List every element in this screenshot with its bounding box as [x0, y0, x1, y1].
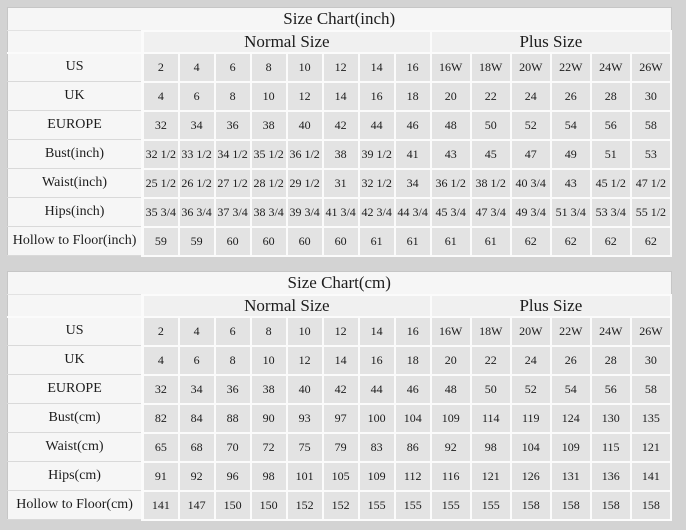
size-value-cell: 26 [551, 82, 591, 111]
size-value-cell: 20W [511, 53, 551, 82]
size-value-cell: 119 [511, 404, 551, 433]
size-value-cell: 8 [215, 82, 251, 111]
size-value-cell: 60 [215, 227, 251, 256]
size-value-cell: 40 3/4 [511, 169, 551, 198]
size-value-cell: 4 [143, 82, 179, 111]
size-value-cell: 68 [179, 433, 215, 462]
size-value-cell: 38 [251, 375, 287, 404]
size-value-cell: 14 [323, 346, 359, 375]
size-value-cell: 59 [143, 227, 179, 256]
row-label: Waist(cm) [8, 433, 143, 462]
size-value-cell: 16 [395, 317, 431, 346]
size-value-cell: 92 [179, 462, 215, 491]
row-label: EUROPE [8, 375, 143, 404]
row-label: Hips(cm) [8, 462, 143, 491]
table-title: Size Chart(cm) [8, 272, 672, 295]
size-value-cell: 126 [511, 462, 551, 491]
size-value-cell: 147 [179, 491, 215, 520]
size-value-cell: 61 [471, 227, 511, 256]
size-value-cell: 10 [251, 82, 287, 111]
size-value-cell: 42 [323, 375, 359, 404]
size-value-cell: 38 [323, 140, 359, 169]
size-value-cell: 54 [551, 111, 591, 140]
size-value-cell: 62 [591, 227, 631, 256]
size-value-cell: 101 [287, 462, 323, 491]
size-group-header-row [8, 31, 672, 53]
size-value-cell: 112 [395, 462, 431, 491]
corner-cell [8, 295, 143, 317]
size-value-cell: 28 1/2 [251, 169, 287, 198]
table-row [8, 433, 672, 462]
size-value-cell: 98 [251, 462, 287, 491]
size-value-cell: 50 [471, 375, 511, 404]
size-value-cell: 59 [179, 227, 215, 256]
size-value-cell: 41 3/4 [323, 198, 359, 227]
size-value-cell: 45 [471, 140, 511, 169]
size-value-cell: 27 1/2 [215, 169, 251, 198]
size-value-cell: 109 [431, 404, 471, 433]
size-value-cell: 34 [395, 169, 431, 198]
size-value-cell: 43 [431, 140, 471, 169]
size-value-cell: 20 [431, 346, 471, 375]
table-row [8, 169, 672, 198]
size-value-cell: 32 1/2 [143, 140, 179, 169]
size-value-cell: 8 [251, 53, 287, 82]
size-value-cell: 8 [215, 346, 251, 375]
size-value-cell: 12 [323, 317, 359, 346]
size-value-cell: 40 [287, 111, 323, 140]
row-label: Bust(cm) [8, 404, 143, 433]
size-value-cell: 32 [143, 111, 179, 140]
size-value-cell: 25 1/2 [143, 169, 179, 198]
size-value-cell: 58 [631, 375, 671, 404]
size-value-cell: 20W [511, 317, 551, 346]
size-value-cell: 61 [431, 227, 471, 256]
size-value-cell: 45 3/4 [431, 198, 471, 227]
table-row [8, 53, 672, 82]
size-value-cell: 56 [591, 111, 631, 140]
size-value-cell: 135 [631, 404, 671, 433]
size-value-cell: 10 [287, 53, 323, 82]
size-value-cell: 60 [287, 227, 323, 256]
size-group-header: Plus Size [431, 295, 671, 317]
size-value-cell: 141 [631, 462, 671, 491]
size-value-cell: 38 1/2 [471, 169, 511, 198]
size-value-cell: 34 [179, 111, 215, 140]
size-value-cell: 40 [287, 375, 323, 404]
size-value-cell: 26 1/2 [179, 169, 215, 198]
size-value-cell: 6 [179, 346, 215, 375]
size-value-cell: 152 [323, 491, 359, 520]
size-value-cell: 39 1/2 [359, 140, 395, 169]
size-value-cell: 16W [431, 317, 471, 346]
size-value-cell: 4 [179, 53, 215, 82]
size-value-cell: 16 [359, 346, 395, 375]
size-value-cell: 31 [323, 169, 359, 198]
size-value-cell: 75 [287, 433, 323, 462]
size-value-cell: 38 [251, 111, 287, 140]
size-value-cell: 58 [631, 111, 671, 140]
size-value-cell: 60 [251, 227, 287, 256]
size-value-cell: 158 [631, 491, 671, 520]
size-value-cell: 26W [631, 53, 671, 82]
size-value-cell: 141 [143, 491, 179, 520]
size-value-cell: 155 [395, 491, 431, 520]
size-value-cell: 82 [143, 404, 179, 433]
size-value-cell: 6 [215, 317, 251, 346]
row-label: Bust(inch) [8, 140, 143, 169]
size-value-cell: 48 [431, 111, 471, 140]
table-row [8, 491, 672, 520]
size-value-cell: 35 3/4 [143, 198, 179, 227]
size-value-cell: 16 [359, 82, 395, 111]
size-value-cell: 155 [359, 491, 395, 520]
size-value-cell: 24 [511, 82, 551, 111]
size-value-cell: 105 [323, 462, 359, 491]
size-value-cell: 24W [591, 317, 631, 346]
size-value-cell: 53 [631, 140, 671, 169]
size-value-cell: 93 [287, 404, 323, 433]
size-value-cell: 70 [215, 433, 251, 462]
size-value-cell: 115 [591, 433, 631, 462]
size-value-cell: 109 [359, 462, 395, 491]
size-value-cell: 36 [215, 111, 251, 140]
size-value-cell: 36 [215, 375, 251, 404]
size-value-cell: 44 3/4 [395, 198, 431, 227]
size-value-cell: 158 [511, 491, 551, 520]
table-row [8, 111, 672, 140]
size-value-cell: 36 1/2 [287, 140, 323, 169]
size-value-cell: 52 [511, 375, 551, 404]
size-value-cell: 50 [471, 111, 511, 140]
size-value-cell: 18W [471, 317, 511, 346]
size-value-cell: 10 [287, 317, 323, 346]
size-value-cell: 83 [359, 433, 395, 462]
size-value-cell: 56 [591, 375, 631, 404]
size-value-cell: 62 [551, 227, 591, 256]
table-row [8, 462, 672, 491]
size-value-cell: 150 [251, 491, 287, 520]
size-value-cell: 84 [179, 404, 215, 433]
size-value-cell: 62 [631, 227, 671, 256]
size-value-cell: 44 [359, 375, 395, 404]
size-value-cell: 38 3/4 [251, 198, 287, 227]
size-value-cell: 18 [395, 82, 431, 111]
size-value-cell: 155 [471, 491, 511, 520]
size-value-cell: 12 [287, 346, 323, 375]
size-value-cell: 121 [471, 462, 511, 491]
size-value-cell: 12 [287, 82, 323, 111]
size-value-cell: 54 [551, 375, 591, 404]
size-chart-cm-table [7, 271, 672, 521]
size-chart-inch-table [7, 7, 672, 257]
row-label: Waist(inch) [8, 169, 143, 198]
row-label: EUROPE [8, 111, 143, 140]
size-value-cell: 158 [551, 491, 591, 520]
size-value-cell: 18W [471, 53, 511, 82]
size-value-cell: 60 [323, 227, 359, 256]
size-group-header: Normal Size [143, 295, 431, 317]
size-value-cell: 22 [471, 346, 511, 375]
row-label: US [8, 317, 143, 346]
size-value-cell: 36 1/2 [431, 169, 471, 198]
size-value-cell: 2 [143, 317, 179, 346]
size-value-cell: 45 1/2 [591, 169, 631, 198]
size-value-cell: 24 [511, 346, 551, 375]
table-row [8, 375, 672, 404]
size-value-cell: 26 [551, 346, 591, 375]
size-value-cell: 90 [251, 404, 287, 433]
size-value-cell: 22W [551, 53, 591, 82]
size-value-cell: 41 [395, 140, 431, 169]
size-value-cell: 22W [551, 317, 591, 346]
size-value-cell: 30 [631, 82, 671, 111]
size-value-cell: 18 [395, 346, 431, 375]
size-value-cell: 131 [551, 462, 591, 491]
size-value-cell: 44 [359, 111, 395, 140]
size-value-cell: 49 3/4 [511, 198, 551, 227]
size-value-cell: 62 [511, 227, 551, 256]
size-value-cell: 2 [143, 53, 179, 82]
size-value-cell: 14 [323, 82, 359, 111]
size-value-cell: 32 1/2 [359, 169, 395, 198]
table-row [8, 404, 672, 433]
size-value-cell: 109 [551, 433, 591, 462]
size-value-cell: 12 [323, 53, 359, 82]
row-label: UK [8, 346, 143, 375]
table-row [8, 346, 672, 375]
size-value-cell: 43 [551, 169, 591, 198]
table-row [8, 317, 672, 346]
table-row [8, 198, 672, 227]
size-value-cell: 22 [471, 82, 511, 111]
size-value-cell: 116 [431, 462, 471, 491]
size-value-cell: 34 1/2 [215, 140, 251, 169]
size-value-cell: 52 [511, 111, 551, 140]
size-value-cell: 6 [179, 82, 215, 111]
size-value-cell: 65 [143, 433, 179, 462]
size-value-cell: 47 3/4 [471, 198, 511, 227]
size-value-cell: 136 [591, 462, 631, 491]
size-value-cell: 47 [511, 140, 551, 169]
size-value-cell: 14 [359, 53, 395, 82]
size-value-cell: 100 [359, 404, 395, 433]
size-value-cell: 98 [471, 433, 511, 462]
size-value-cell: 26W [631, 317, 671, 346]
size-value-cell: 96 [215, 462, 251, 491]
size-value-cell: 33 1/2 [179, 140, 215, 169]
size-value-cell: 79 [323, 433, 359, 462]
size-value-cell: 8 [251, 317, 287, 346]
size-value-cell: 53 3/4 [591, 198, 631, 227]
size-value-cell: 28 [591, 82, 631, 111]
size-value-cell: 36 3/4 [179, 198, 215, 227]
table-title: Size Chart(inch) [8, 8, 672, 31]
size-value-cell: 6 [215, 53, 251, 82]
size-value-cell: 104 [395, 404, 431, 433]
size-value-cell: 155 [431, 491, 471, 520]
size-value-cell: 35 1/2 [251, 140, 287, 169]
size-value-cell: 130 [591, 404, 631, 433]
size-value-cell: 72 [251, 433, 287, 462]
size-value-cell: 34 [179, 375, 215, 404]
row-label: Hollow to Floor(cm) [8, 491, 143, 520]
size-value-cell: 61 [395, 227, 431, 256]
row-label: US [8, 53, 143, 82]
size-value-cell: 55 1/2 [631, 198, 671, 227]
size-value-cell: 4 [143, 346, 179, 375]
size-value-cell: 104 [511, 433, 551, 462]
size-value-cell: 42 [323, 111, 359, 140]
size-value-cell: 30 [631, 346, 671, 375]
size-value-cell: 88 [215, 404, 251, 433]
size-value-cell: 86 [395, 433, 431, 462]
size-value-cell: 97 [323, 404, 359, 433]
size-value-cell: 16 [395, 53, 431, 82]
size-value-cell: 14 [359, 317, 395, 346]
size-value-cell: 20 [431, 82, 471, 111]
size-group-header: Normal Size [143, 31, 431, 53]
row-label: Hollow to Floor(inch) [8, 227, 143, 256]
table-row [8, 227, 672, 256]
table-row [8, 82, 672, 111]
size-value-cell: 152 [287, 491, 323, 520]
row-label: UK [8, 82, 143, 111]
size-value-cell: 91 [143, 462, 179, 491]
table-title-row [8, 272, 672, 295]
row-label: Hips(inch) [8, 198, 143, 227]
size-value-cell: 4 [179, 317, 215, 346]
size-value-cell: 61 [359, 227, 395, 256]
size-value-cell: 10 [251, 346, 287, 375]
size-value-cell: 121 [631, 433, 671, 462]
size-value-cell: 46 [395, 111, 431, 140]
corner-cell [8, 31, 143, 53]
size-value-cell: 92 [431, 433, 471, 462]
size-value-cell: 48 [431, 375, 471, 404]
size-value-cell: 24W [591, 53, 631, 82]
size-value-cell: 16W [431, 53, 471, 82]
size-group-header-row [8, 295, 672, 317]
size-value-cell: 37 3/4 [215, 198, 251, 227]
size-value-cell: 158 [591, 491, 631, 520]
size-value-cell: 29 1/2 [287, 169, 323, 198]
size-value-cell: 51 [591, 140, 631, 169]
size-value-cell: 47 1/2 [631, 169, 671, 198]
size-value-cell: 39 3/4 [287, 198, 323, 227]
size-value-cell: 49 [551, 140, 591, 169]
table-row [8, 140, 672, 169]
table-title-row [8, 8, 672, 31]
size-group-header: Plus Size [431, 31, 671, 53]
size-value-cell: 46 [395, 375, 431, 404]
size-value-cell: 42 3/4 [359, 198, 395, 227]
size-value-cell: 114 [471, 404, 511, 433]
size-value-cell: 51 3/4 [551, 198, 591, 227]
size-value-cell: 124 [551, 404, 591, 433]
size-value-cell: 32 [143, 375, 179, 404]
size-value-cell: 28 [591, 346, 631, 375]
size-value-cell: 150 [215, 491, 251, 520]
